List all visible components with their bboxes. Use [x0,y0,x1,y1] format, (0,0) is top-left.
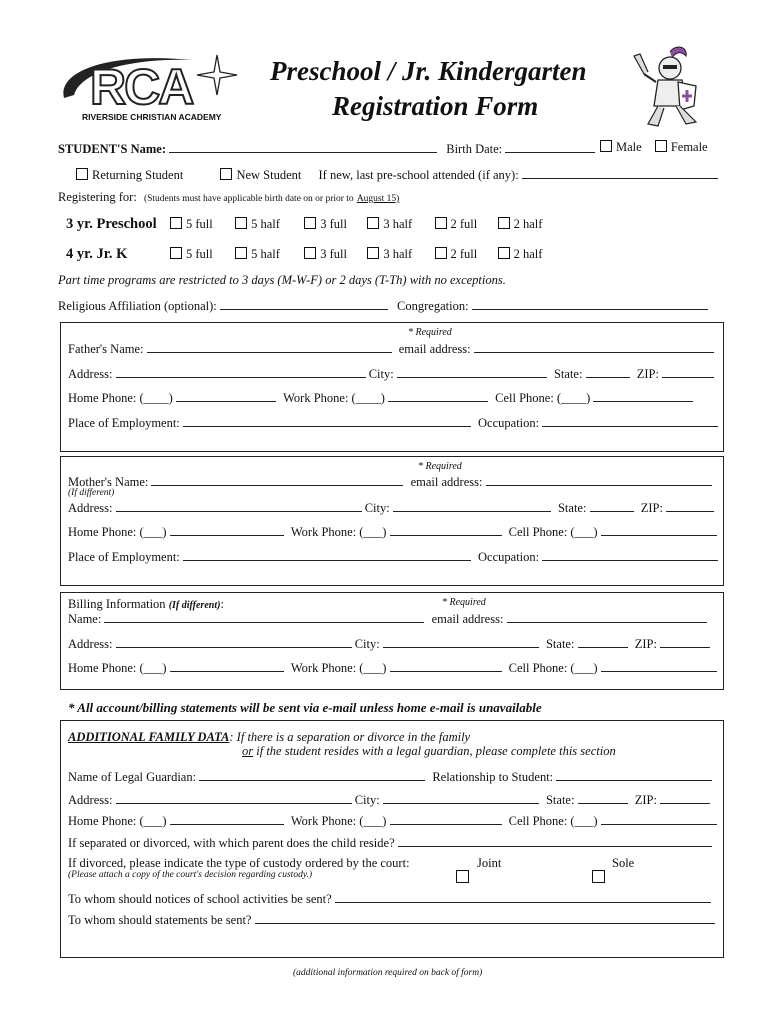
mother-address-field[interactable] [116,499,362,512]
footer-note: (additional information required on back of form) [293,968,483,978]
religion-label: Religious Affiliation (optional): [58,299,217,313]
last-preschool-label: If new, last pre-school attended (if any): [318,168,519,182]
option-label: 5 half [251,247,280,261]
notices-field[interactable] [335,890,711,903]
statements-field[interactable] [255,911,715,924]
billing-state-field[interactable] [578,635,628,648]
family-address-row [68,791,710,808]
mother-work-phone-label: Work Phone: (___) [290,525,387,539]
family-zip-field[interactable] [660,791,710,804]
student-type-row [76,166,718,183]
billing-name-label: Name: [68,612,102,626]
female-checkbox[interactable] [655,140,667,152]
guardian-label: Name of Legal Guardian: [68,770,197,784]
family-or: or [242,744,254,758]
father-phone-row [68,389,693,406]
billing-city-label: City: [354,637,380,651]
guardian-field[interactable] [199,768,425,781]
mother-home-phone-field[interactable] [170,523,284,536]
mother-if-different: (If different) [68,488,115,498]
registering-row [58,190,399,205]
part-time-note: Part time programs are restricted to 3 days (M-W-F) or 2 days (T-Th) with no exceptions. [58,273,506,287]
joint-label: Joint [477,856,502,870]
statements-label: To whom should statements be sent? [68,913,252,927]
reside-row [68,834,712,851]
option-checkbox[interactable] [435,217,447,229]
billing-address-row [68,635,710,652]
father-cell-phone-label: Cell Phone: (____) [495,391,591,405]
preschool-options [170,217,542,232]
last-preschool-field[interactable] [522,166,718,179]
school-logo [52,50,242,125]
form-title: Preschool / Jr. Kindergarten [270,56,587,86]
mother-cell-phone-label: Cell Phone: (___) [508,525,598,539]
family-home-phone-label: Home Phone: (___) [68,814,167,828]
program-label: 4 yr. Jr. K [66,246,128,262]
family-phone-row [68,812,717,829]
mother-phone-row [68,523,717,540]
relationship-field[interactable] [556,768,712,781]
billing-if-different: (If different) [168,600,221,611]
program-label: 3 yr. Preschool [66,216,157,232]
option-label: 2 half [513,217,543,231]
option-checkbox[interactable] [304,217,316,229]
billing-zip-label: ZIP: [634,637,657,651]
joint-checkbox[interactable] [456,870,469,883]
billing-address-field[interactable] [116,635,352,648]
program-row-jrk [66,246,168,263]
father-zip-field[interactable] [662,365,714,378]
statements-row [68,911,715,928]
family-cell-phone-label: Cell Phone: (___) [508,814,598,828]
billing-zip-field[interactable] [660,635,710,648]
billing-work-phone-label: Work Phone: (___) [290,661,387,675]
mother-work-phone-field[interactable] [390,523,502,536]
returning-student-checkbox[interactable] [76,168,88,180]
option-checkbox[interactable] [367,217,379,229]
option-label: 2 full [450,217,478,231]
family-state-label: State: [545,793,575,807]
option-label: 5 half [251,217,280,231]
billing-cell-phone-label: Cell Phone: (___) [508,661,598,675]
mother-employment-field[interactable] [183,548,471,561]
father-work-phone-label: Work Phone: (____) [283,391,385,405]
notices-label: To whom should notices of school activities be sent? [68,892,332,906]
female-label: Female [670,140,708,154]
father-state-label: State: [553,367,583,381]
family-city-field[interactable] [383,791,539,804]
father-required-note: * Required [408,327,452,338]
student-name-field[interactable] [169,140,437,153]
option-label: 2 half [513,247,543,261]
logo-school-name: RIVERSIDE CHRISTIAN ACADEMY [82,112,222,122]
registering-date: August 15) [356,194,400,204]
billing-city-field[interactable] [383,635,539,648]
jrk-options [170,247,542,262]
family-state-field[interactable] [578,791,628,804]
billing-title: Billing Information [68,597,166,611]
option-label: 3 full [320,217,347,231]
religion-row [58,297,708,314]
father-employment-label: Place of Employment: [68,416,180,430]
custody-label: If divorced, please indicate the type of custody ordered by the court: [68,856,410,870]
option-checkbox[interactable] [235,217,247,229]
father-cell-phone-field[interactable] [593,389,693,402]
father-employment-row [68,414,718,431]
family-header [68,730,470,745]
father-work-phone-field[interactable] [388,389,488,402]
option-checkbox[interactable] [435,247,447,259]
family-cell-phone-field[interactable] [601,812,717,825]
billing-name-row [68,610,707,627]
mother-address-row [68,499,714,516]
option-checkbox[interactable] [304,247,316,259]
mother-employment-label: Place of Employment: [68,550,180,564]
registering-note: (Students must have applicable birth date on or prior to [143,194,354,204]
father-home-phone-field[interactable] [176,389,276,402]
family-intro-1: : If there is a separation or divorce in the family [229,730,471,744]
family-address-field[interactable] [116,791,352,804]
male-label: Male [616,140,642,154]
family-zip-label: ZIP: [634,793,657,807]
option-checkbox[interactable] [367,247,379,259]
new-student-label: New Student [236,168,302,182]
option-checkbox[interactable] [170,217,182,229]
sole-checkbox[interactable] [592,870,605,883]
mother-cell-phone-field[interactable] [601,523,717,536]
mother-city-field[interactable] [393,499,551,512]
birth-date-field[interactable] [505,140,595,153]
sole-label: Sole [612,856,635,870]
mother-city-label: City: [364,501,390,515]
father-address-label: Address: [68,367,113,381]
billing-work-phone-field[interactable] [390,659,502,672]
birth-date-label: Birth Date: [446,142,503,156]
father-email-label: email address: [398,342,471,356]
option-label: 3 full [320,247,347,261]
program-row-preschool [66,216,168,233]
billing-name-field[interactable] [104,610,424,623]
father-name-label: Father's Name: [68,342,144,356]
notices-row [68,890,711,907]
billing-email-note: * All account/billing statements will be sent via e-mail unless home e-mail is unavailable [68,700,542,715]
guardian-row [68,768,712,785]
father-city-label: City: [368,367,394,381]
father-address-field[interactable] [116,365,366,378]
mother-name-field[interactable] [151,473,403,486]
family-work-phone-label: Work Phone: (___) [290,814,387,828]
congregation-field[interactable] [472,297,708,310]
family-home-phone-field[interactable] [170,812,284,825]
mother-email-field[interactable] [486,473,712,486]
father-occupation-field[interactable] [542,414,718,427]
father-city-field[interactable] [397,365,547,378]
billing-cell-phone-field[interactable] [601,659,717,672]
family-work-phone-field[interactable] [390,812,502,825]
billing-title-row: Billing Information (If different): [68,597,224,611]
mother-state-label: State: [557,501,587,515]
billing-home-phone-field[interactable] [170,659,284,672]
billing-home-phone-label: Home Phone: (___) [68,661,167,675]
billing-state-label: State: [545,637,575,651]
option-checkbox[interactable] [498,217,510,229]
option-label: 3 half [383,217,413,231]
option-label: 2 full [450,247,478,261]
option-checkbox[interactable] [498,247,510,259]
father-address-row [68,365,714,382]
reside-field[interactable] [398,834,712,847]
billing-email-label: email address: [431,612,504,626]
father-email-field[interactable] [474,340,714,353]
father-state-field[interactable] [586,365,630,378]
mother-home-phone-label: Home Phone: (___) [68,525,167,539]
father-employment-field[interactable] [183,414,471,427]
father-home-phone-label: Home Phone: (____) [68,391,173,405]
mother-zip-label: ZIP: [640,501,663,515]
relationship-label: Relationship to Student: [432,770,554,784]
new-student-checkbox[interactable] [220,168,232,180]
mother-employment-row [68,548,718,565]
family-title: ADDITIONAL FAMILY DATA [68,730,230,744]
father-name-field[interactable] [147,340,392,353]
father-occupation-label: Occupation: [478,416,540,430]
mother-occupation-field[interactable] [542,548,718,561]
male-checkbox[interactable] [600,140,612,152]
custody-note: (Please attach a copy of the court's decision regarding custody.) [68,870,313,880]
billing-phone-row [68,659,717,676]
returning-student-label: Returning Student [92,168,184,182]
religion-field[interactable] [220,297,388,310]
option-checkbox[interactable] [170,247,182,259]
mother-state-field[interactable] [590,499,634,512]
father-name-row [68,340,714,357]
student-name-label: STUDENT'S Name: [58,142,166,156]
billing-address-label: Address: [68,637,113,651]
mother-address-label: Address: [68,501,113,515]
knight-mascot-icon [630,44,710,132]
family-intro-2: if the student resides with a legal guardian, please complete this section [253,744,616,758]
option-label: 5 full [186,217,213,231]
logo-letters: RCA [90,59,193,115]
family-city-label: City: [354,793,380,807]
option-label: 5 full [186,247,213,261]
mother-email-label: email address: [410,475,483,489]
mother-occupation-label: Occupation: [478,550,540,564]
billing-email-field[interactable] [507,610,707,623]
family-intro-row-2 [242,744,616,759]
mother-name-label: Mother's Name: [68,475,149,489]
father-zip-label: ZIP: [636,367,659,381]
mother-zip-field[interactable] [666,499,714,512]
family-address-label: Address: [68,793,113,807]
registering-label: Registering for: [58,190,137,204]
billing-required-note: * Required [442,597,486,608]
gender-row [600,140,708,155]
form-subtitle: Registration Form [332,91,539,121]
student-name-row [58,140,595,157]
mother-name-row [68,473,712,490]
option-checkbox[interactable] [235,247,247,259]
congregation-label: Congregation: [397,299,469,313]
option-label: 3 half [383,247,413,261]
mother-required-note: * Required [418,461,462,472]
reside-label: If separated or divorced, with which parent does the child reside? [68,836,395,850]
